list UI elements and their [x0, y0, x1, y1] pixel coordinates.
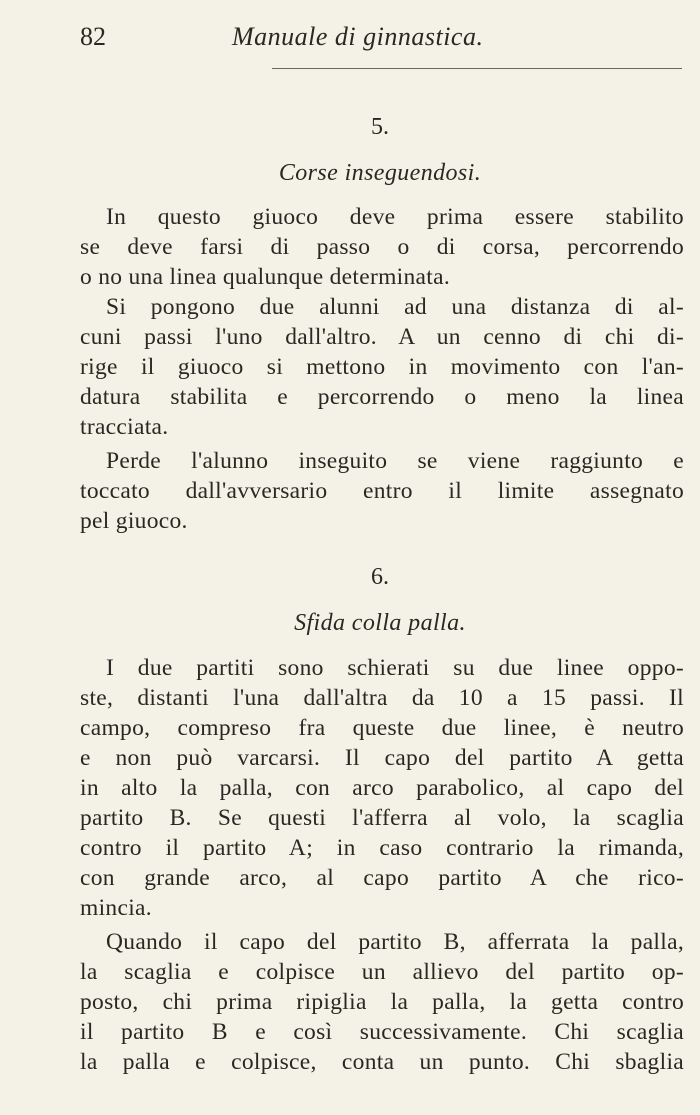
- text-line: Perde l'alunno inseguito se viene raggiunto e: [106, 448, 684, 474]
- text-line: cuni passi l'uno dall'altro. A un cenno di chi di-: [80, 324, 684, 350]
- page-number: 82: [80, 22, 106, 51]
- section-number-5: 5.: [371, 114, 389, 140]
- text-line: pel giuoco.: [80, 508, 188, 534]
- text-line: il partito B e così successivamente. Chi scaglia: [80, 1019, 684, 1045]
- text-line: contro il partito A; in caso contrario la rimanda,: [80, 835, 684, 861]
- text-line: Quando il capo del partito B, afferrata la palla,: [106, 929, 684, 955]
- section-number-6: 6.: [371, 564, 389, 590]
- text-line: la palla e colpisce, conta un punto. Chi sbaglia: [80, 1049, 684, 1075]
- paragraph: [80, 927, 684, 1077]
- text-line: e non può varcarsi. Il capo del partito A getta: [80, 745, 684, 771]
- section-title-6: Sfida colla palla.: [294, 610, 466, 636]
- page-header: [80, 22, 686, 58]
- text-line: toccato dall'avversario entro il limite assegnato: [80, 478, 684, 504]
- paragraph: [80, 202, 684, 292]
- paragraph: [80, 653, 684, 923]
- text-line: partito B. Se questi l'afferra al volo, la scaglia: [80, 805, 684, 831]
- text-line: o no una linea qualunque determinata.: [80, 264, 451, 290]
- paragraph: [80, 446, 684, 536]
- text-line: posto, chi prima ripiglia la palla, la getta contro: [80, 989, 684, 1015]
- text-line: campo, compreso fra queste due linee, è neutro: [80, 715, 684, 741]
- running-title: Manuale di ginnastica.: [232, 22, 484, 51]
- text-line: in alto la palla, con arco parabolico, al capo del: [80, 775, 684, 801]
- text-line: con grande arco, al capo partito A che rico-: [80, 865, 684, 891]
- text-line: la scaglia e colpisce un allievo del partito op-: [80, 959, 684, 985]
- text-line: Si pongono due alunni ad una distanza di al-: [106, 294, 684, 320]
- text-line: se deve farsi di passo o di corsa, percorrendo: [80, 234, 684, 260]
- text-line: In questo giuoco deve prima essere stabilito: [106, 204, 684, 230]
- text-line: ste, distanti l'una dall'altra da 10 a 15 passi. Il: [80, 685, 684, 711]
- section-title-5: Corse inseguendosi.: [278, 160, 482, 186]
- paragraph: [80, 292, 684, 442]
- text-line: tracciata.: [80, 414, 169, 440]
- header-rule: [272, 68, 682, 69]
- text-line: rige il giuoco si mettono in movimento con l'an-: [80, 354, 684, 380]
- text-line: mincia.: [80, 895, 152, 921]
- text-line: datura stabilita e percorrendo o meno la linea: [80, 384, 684, 410]
- text-line: I due partiti sono schierati su due linee oppo-: [106, 655, 684, 681]
